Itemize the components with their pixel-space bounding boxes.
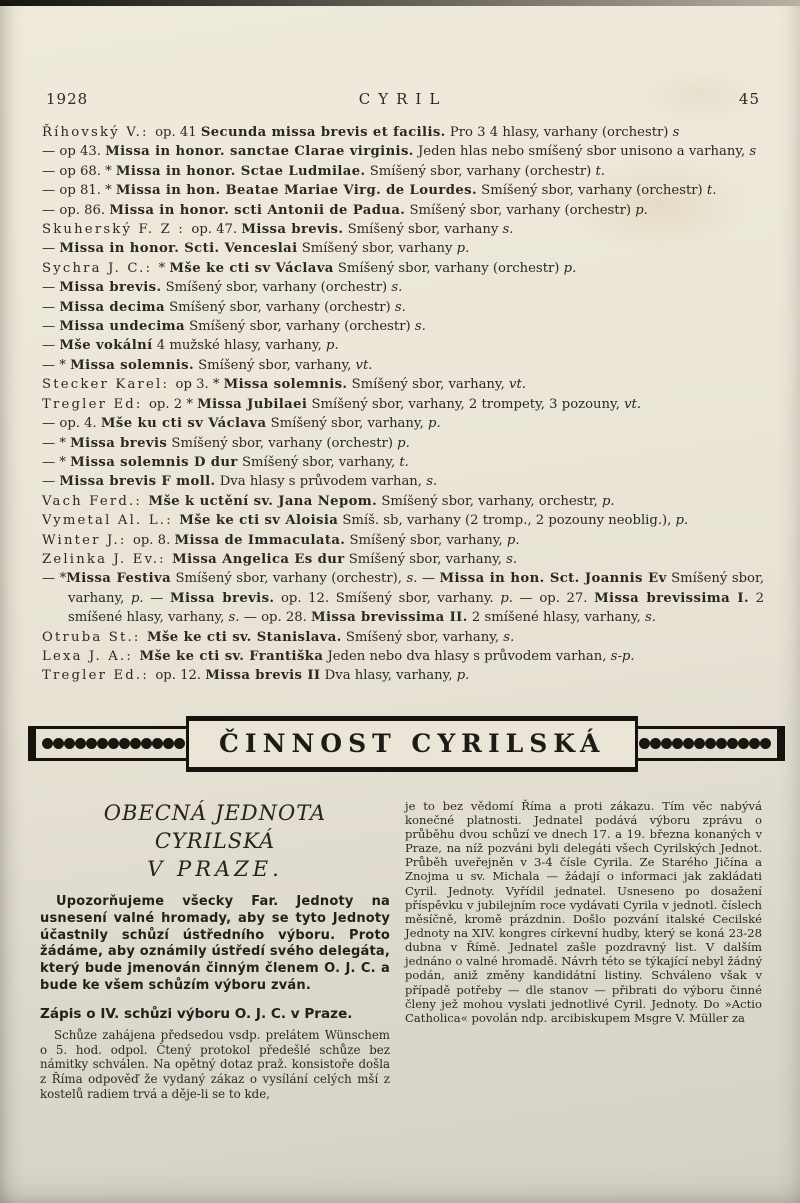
- work-entry-segment: Stecker Karel:: [42, 377, 176, 393]
- work-entry-segment: Smíšený sbor, varhany (orchestr): [164, 299, 395, 315]
- work-entry: [42, 472, 764, 491]
- work-entry-segment: p.: [456, 241, 470, 257]
- work-entry: [42, 395, 764, 414]
- work-entry: [42, 531, 764, 550]
- work-entry-segment: Mše k uctění sv. Jana Nepom.: [148, 493, 378, 509]
- work-entry-segment: — op 81. *: [42, 183, 116, 199]
- work-entry-segment: Skuherský F. Z :: [42, 222, 192, 238]
- section-banner-box: [186, 716, 638, 772]
- work-entry-segment: op. 8.: [132, 532, 175, 548]
- work-entry-segment: p.: [635, 202, 648, 218]
- section-banner: [28, 716, 720, 772]
- ornament-dot: [75, 738, 86, 749]
- work-entry-segment: Missa brevis F moll.: [59, 474, 216, 490]
- work-entry-segment: Pro 3 4 hlasy, varhany (orchestr): [445, 125, 673, 140]
- works-list: [42, 123, 764, 686]
- section-title: ČINNOST CYRILSKÁ: [219, 728, 606, 758]
- work-entry-segment: Smíšený sbor, varhany, orchestr,: [377, 493, 602, 509]
- ornament-dot: [42, 738, 53, 749]
- work-entry-segment: Smíšený sbor, varhany (orchestr),: [171, 571, 407, 587]
- work-entry-segment: —: [42, 280, 60, 296]
- work-entry: [42, 220, 764, 239]
- ornament-dot: [130, 738, 141, 749]
- work-entry-segment: —: [417, 571, 440, 587]
- work-entry-segment: t.: [595, 163, 605, 179]
- work-entry-segment: Missa decima: [59, 299, 165, 315]
- work-entry-segment: Mše ke cti sv. Františka: [139, 648, 324, 664]
- ornament-dot: [108, 738, 119, 749]
- work-entry: [42, 414, 764, 433]
- work-entry-segment: Smíšený sbor, varhany (orchestr): [333, 260, 564, 276]
- right-column: [405, 799, 762, 1102]
- work-entry-segment: Missa brevis.: [59, 280, 162, 296]
- work-entry-segment: Smíšený sbor, varhany (orchestr): [184, 319, 415, 335]
- work-entry-segment: op. 2 *: [148, 396, 198, 412]
- work-entry-segment: vt.: [355, 357, 373, 373]
- work-entry-segment: s.: [503, 629, 515, 645]
- work-entry-segment: Missa de Immaculata.: [174, 532, 346, 548]
- work-entry-segment: — *: [42, 571, 67, 587]
- work-entry-segment: Missa in honor. Scti. Venceslai: [59, 241, 298, 257]
- ornament-dot: [119, 738, 130, 749]
- work-entry-segment: Smíšený sbor, varhany,: [68, 571, 765, 606]
- work-entry-segment: Missa brevis II: [205, 668, 321, 684]
- work-entry-segment: s.: [414, 319, 426, 335]
- work-entry: [42, 317, 764, 336]
- work-entry: [42, 628, 764, 647]
- work-entry-segment: — *: [42, 435, 71, 451]
- work-entry-segment: Missa solemnis.: [223, 377, 348, 393]
- work-entry-segment: Smíšený sbor, varhany (orchestr): [405, 202, 636, 218]
- work-entry-segment: Missa brevis.: [169, 590, 275, 606]
- work-entry-segment: p.: [675, 513, 689, 529]
- work-entry-segment: — *: [42, 357, 71, 373]
- ornament-dot: [86, 738, 97, 749]
- work-entry-segment: vt.: [509, 377, 526, 393]
- work-entry-segment: Smíšený sbor, varhany (orchestr): [167, 435, 398, 451]
- work-entry: [42, 666, 764, 685]
- work-entry-segment: s.: [426, 474, 438, 490]
- ornament-dot: [174, 738, 185, 749]
- work-entry: [42, 453, 764, 472]
- work-entry: [42, 123, 764, 142]
- work-entry-segment: Smíšený sbor, varhany,: [193, 357, 356, 373]
- work-entry-segment: s.: [645, 610, 656, 626]
- work-entry: [42, 550, 764, 569]
- work-entry-segment: vt.: [624, 396, 642, 412]
- work-entry-segment: —: [42, 241, 60, 257]
- work-entry-segment: Smíšený sbor, varhany,: [341, 629, 504, 645]
- work-entry-segment: Smíšený sbor, varhany (orchestr): [365, 163, 596, 179]
- work-entry-segment: Missa solemnis D dur: [70, 454, 238, 470]
- work-entry-segment: p.: [601, 493, 615, 509]
- work-entry: [42, 647, 764, 666]
- work-entry-segment: Mše ke cti sv Václava: [169, 260, 334, 276]
- work-entry-segment: s.: [391, 280, 403, 296]
- work-entry-segment: —: [42, 474, 60, 490]
- work-entry-segment: p.: [326, 338, 339, 354]
- work-entry-segment: Missa undecima: [59, 319, 185, 335]
- work-entry-segment: Missa in honor. scti Antonii de Padua.: [109, 202, 406, 218]
- work-entry-segment: — op. 28.: [239, 610, 312, 626]
- work-entry-segment: p.: [130, 590, 144, 606]
- scan-edge: [0, 0, 800, 6]
- work-entry-segment: Mše vokální: [59, 338, 153, 354]
- work-entry-segment: — op. 4.: [42, 416, 101, 432]
- work-entry-segment: t.: [399, 454, 409, 470]
- work-entry-segment: Missa in hon. Sct. Joannis Ev: [439, 571, 667, 587]
- ornament-dot: [694, 738, 705, 749]
- ornament-dots-right: [633, 726, 785, 761]
- page-number: 45: [738, 90, 760, 108]
- work-entry-segment: s: [749, 144, 757, 160]
- lead-paragraph: Upozorňujeme všecky Far. Jednoty na usnesení valné hromady, aby se tyto Jednoty účastnily schůzí ústředního výboru. Proto žádáme, aby oznámily ústředí svého delegáta, který bude jmenován činným členem O. J. C. a bude ke všem schůzím výboru zván.: [40, 893, 390, 994]
- work-entry-segment: Smíšený sbor, varhany,: [345, 532, 507, 548]
- work-entry-segment: Dva hlasy, varhany,: [320, 668, 457, 684]
- work-entry-segment: Tregler Ed:: [42, 396, 149, 412]
- work-entry-segment: 2 smíšené hlasy, varhany,: [68, 590, 764, 626]
- work-entry-segment: Zelinka J. Ev.:: [42, 551, 173, 567]
- work-entry-segment: —: [42, 299, 60, 315]
- work-entry-segment: —: [42, 338, 60, 354]
- work-entry-segment: p.: [506, 532, 520, 548]
- ornament-dot: [152, 738, 163, 749]
- work-entry-segment: Missa in honor. sanctae Clarae virginis.: [105, 144, 414, 160]
- work-entry: [42, 142, 764, 161]
- year-label: 1928: [46, 90, 89, 108]
- work-entry-segment: Jeden nebo dva hlasy s průvodem varhan,: [323, 648, 611, 664]
- work-entry-segment: op. 12. Smíšený sbor, varhany.: [274, 590, 501, 606]
- article-heading: [40, 799, 390, 884]
- work-entry-segment: Otruba St.:: [42, 629, 147, 645]
- work-entry-segment: — op 43.: [42, 144, 106, 160]
- work-entry-segment: s.: [228, 610, 240, 626]
- work-entry-segment: — op. 86.: [42, 202, 110, 218]
- work-entry-segment: Dva hlasy s průvodem varhan,: [215, 474, 427, 490]
- work-entry-segment: p.: [428, 416, 441, 432]
- work-entry-segment: Jeden hlas nebo smíšený sbor unisono a varhany,: [413, 144, 750, 160]
- work-entry-segment: Smíšený sbor, varhany (orchestr): [161, 280, 392, 296]
- work-entry-segment: — *: [42, 454, 71, 470]
- work-entry-segment: s.: [506, 551, 518, 567]
- article-columns: [40, 799, 762, 1102]
- work-entry: [42, 201, 764, 220]
- work-entry-segment: p.: [500, 590, 513, 606]
- work-entry: [42, 336, 764, 355]
- work-entry-segment: — op. 27.: [512, 590, 595, 606]
- left-column: [40, 799, 390, 1102]
- work-entry-segment: s.: [406, 571, 418, 587]
- ornament-dot: [650, 738, 661, 749]
- work-entry-segment: Missa brevissima I.: [594, 590, 749, 606]
- work-entry-segment: Smíšený sbor, varhany: [343, 222, 503, 238]
- work-entry-segment: —: [143, 590, 170, 606]
- minutes-subheading: Zápis o IV. schůzi výboru O. J. C. v Praze.: [40, 1006, 353, 1023]
- work-entry-segment: Mše ke cti sv Aloisia: [179, 513, 339, 529]
- ornament-dot: [705, 738, 716, 749]
- work-entry: [42, 259, 764, 278]
- work-entry-segment: Smíšený sbor, varhany,: [237, 454, 400, 470]
- work-entry-segment: op. 41: [155, 125, 201, 140]
- ornament-dot: [639, 738, 650, 749]
- work-entry-segment: Vymetal Al. L.:: [42, 513, 180, 529]
- work-entry-segment: Smíšený sbor, varhany (orchestr): [476, 183, 707, 199]
- work-entry-segment: Missa Jubilaei: [197, 396, 308, 412]
- work-entry: [42, 511, 764, 530]
- work-entry: [42, 239, 764, 258]
- ornament-dot: [683, 738, 694, 749]
- ornament-dot: [141, 738, 152, 749]
- ornament-dot: [64, 738, 75, 749]
- work-entry-segment: Smíšený sbor, varhany: [297, 241, 457, 257]
- ornament-dot: [661, 738, 672, 749]
- page-header: [0, 0, 800, 108]
- work-entry-segment: Missa brevis.: [241, 222, 344, 238]
- work-entry-segment: op 3. *: [175, 377, 224, 393]
- work-entry-segment: Missa brevis: [70, 435, 168, 451]
- work-entry-segment: Smíšený sbor, varhany,: [344, 551, 507, 567]
- work-entry-segment: op. 47.: [191, 222, 242, 238]
- work-entry: [42, 162, 764, 181]
- work-entry-segment: Mše ke cti sv. Stanislava.: [146, 629, 342, 645]
- work-entry-segment: s.: [394, 299, 406, 315]
- work-entry-segment: p.: [456, 668, 470, 684]
- work-entry-segment: *: [158, 260, 170, 276]
- work-entry-segment: —: [42, 319, 60, 335]
- work-entry-segment: s-p.: [610, 648, 635, 664]
- work-entry-segment: Secunda missa brevis et facilis.: [200, 125, 446, 140]
- work-entry: [42, 569, 764, 627]
- ornament-dot: [738, 738, 749, 749]
- work-entry-segment: p.: [397, 435, 410, 451]
- work-entry: [42, 356, 764, 375]
- work-entry-segment: t.: [706, 183, 717, 199]
- work-entry: [42, 298, 764, 317]
- ornament-dot: [672, 738, 683, 749]
- ornament-dot: [97, 738, 108, 749]
- journal-title: CYRIL: [358, 90, 448, 108]
- work-entry-segment: Missa brevissima II.: [311, 610, 468, 626]
- article-heading-line1: OBECNÁ JEDNOTA CYRILSKÁ: [103, 800, 327, 854]
- work-entry: [42, 375, 764, 394]
- work-entry: [42, 278, 764, 297]
- work-entry-segment: Říhovský V.:: [42, 125, 156, 140]
- work-entry-segment: Smíšený sbor, varhany,: [347, 377, 510, 393]
- work-entry-segment: 2 smíšené hlasy, varhany,: [467, 610, 646, 626]
- work-entry: [42, 492, 764, 511]
- work-entry-segment: 4 mužské hlasy, varhany,: [152, 338, 326, 354]
- work-entry-segment: Mše ku cti sv Václava: [100, 416, 267, 432]
- ornament-dot: [163, 738, 174, 749]
- work-entry-segment: Smíšený sbor, varhany,: [266, 416, 428, 432]
- work-entry-segment: Lexa J. A.:: [42, 648, 140, 664]
- work-entry-segment: Smíšený sbor, varhany, 2 trompety, 3 pozouny,: [307, 396, 625, 412]
- work-entry-segment: op. 12.: [155, 668, 206, 684]
- work-entry: [42, 181, 764, 200]
- work-entry: [42, 434, 764, 453]
- ornament-dot: [727, 738, 738, 749]
- work-entry-segment: Tregler Ed.:: [42, 668, 156, 684]
- ornament-dot: [760, 738, 771, 749]
- ornament-dots-left: [28, 726, 191, 761]
- work-entry-segment: Smíš. sb, varhany (2 tromp., 2 pozouny neoblig.),: [338, 513, 676, 529]
- ornament-dot: [716, 738, 727, 749]
- work-entry-segment: s: [672, 125, 680, 140]
- work-entry-segment: Missa Angelica Es dur: [172, 551, 345, 567]
- left-column-body: Schůze zahájena předsedou vsdp. prelátem Wünschem o 5. hod. odpol. Čtený protokol předešlé schůze bez námitky schválen. Na opětný dotaz praž. konsistoře došla z Říma odpověď že vydaný zákaz o vysílání celých mší z kostelů radiem trvá a děje-li se to kde,: [40, 1028, 390, 1101]
- work-entry-segment: Missa solemnis.: [70, 357, 194, 373]
- work-entry-segment: Missa Festiva: [66, 571, 172, 587]
- ornament-dot: [53, 738, 64, 749]
- right-column-body: je to bez vědomí Říma a proti zákazu. Tím věc nabývá konečné platnosti. Jednatel podává výboru zprávu o průběhu dvou schůzí ve dnech 17. a 19. března konaných v Praze, na níž pozváni byli delegáti všech Cyrilských Jednot. Průběh uveřejněn v 3-4 čísle Cyrila. Ze Starého Jičína a Znojma u sv. Michala — žádají o informaci jak zakládati Cyril. Jednoty. Vyřídil jednatel. Usneseno po dosažení příspěvku v jubilejním roce vydávati Cyrila v jednotl. číslech měsíčně, kromě prázdnin. Došlo pozvání italské Cecilské Jednoty na XIV. kongres církevní hudby, který se koná 23-28 dubna v Římě. Jednatel zašle pozdravný list. V dalším jednáno o valné hromadě. Návrh této se týkající nebyl žádný podán, aniž změny kandidátní listiny. Schváleno však v případě potřeby — dle stanov — přibrati do výboru činné členy jež mohou vyslati jednotlivé Cyril. Jednoty. Do »Actio Catholica« povolán ndp. arcibiskupem Msgre V. Müller za: [405, 798, 762, 1025]
- work-entry-segment: — op 68. *: [42, 163, 116, 179]
- work-entry-segment: p.: [563, 260, 577, 276]
- work-entry-segment: s.: [502, 222, 514, 238]
- work-entry-segment: Missa in honor. Sctae Ludmilae.: [115, 163, 366, 179]
- work-entry-segment: Winter J.:: [42, 532, 133, 548]
- work-entry-segment: Missa in hon. Beatae Mariae Virg. de Lourdes.: [115, 183, 477, 199]
- work-entry-segment: Sychra J. C.:: [42, 260, 159, 276]
- ornament-dot: [749, 738, 760, 749]
- article-heading-line2: V PRAZE.: [147, 857, 283, 882]
- work-entry-segment: Vach Ferd.:: [42, 493, 149, 509]
